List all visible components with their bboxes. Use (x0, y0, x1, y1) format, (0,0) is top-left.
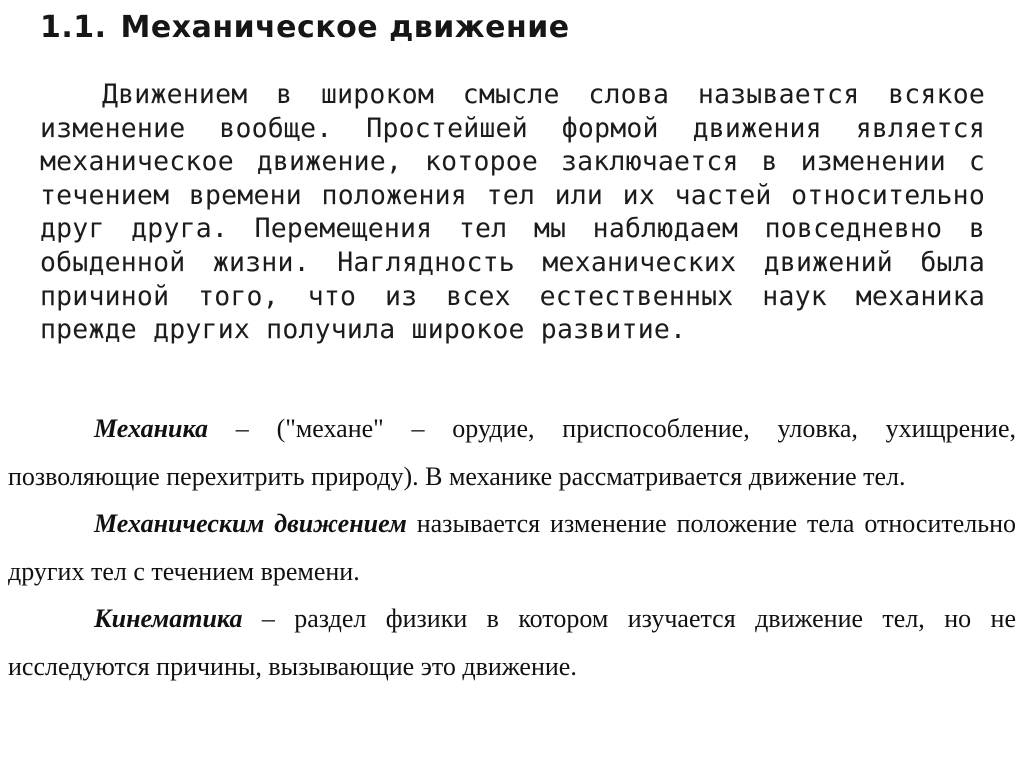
definition-mechanics-text: – ("механе" – орудие, приспособление, уловка, ухищрение, позволяющие перехитрить природу). В механике рассматривается движение тел. (8, 414, 1016, 491)
section-heading (40, 0, 985, 48)
scanned-book-excerpt (40, 0, 985, 347)
definition-kinematics (8, 595, 1016, 690)
section-title: Механическое движение (120, 10, 570, 45)
intro-paragraph: Движением в широком смысле слова называется всякое изменение вообще. Простейшей формой движения является механическое движение, которое заключается в изменении с течением времени положения тел или их частей относительно друг друга. Перемещения тел мы наблюдаем повседневно в обыденной жизни. Наглядность механических движений была причиной того, что из всех естественных наук механика прежде других получила широкое развитие. (40, 79, 985, 346)
section-number: 1.1. (40, 10, 107, 45)
term-mechanics: Механика (94, 414, 209, 443)
term-kinematics: Кинематика (94, 604, 243, 633)
definition-mechanics (8, 405, 1016, 500)
term-mechanical-motion: Механическим движением (94, 509, 407, 538)
definition-mechanical-motion (8, 500, 1016, 595)
definition-kinematics-text: – раздел физики в котором изучается движение тел, но не исследуются причины, вызывающие это движение. (8, 604, 1016, 681)
definition-mechanical-motion-text: называется изменение положение тела относительно других тел с течением времени. (8, 509, 1017, 586)
definitions (8, 405, 1016, 690)
